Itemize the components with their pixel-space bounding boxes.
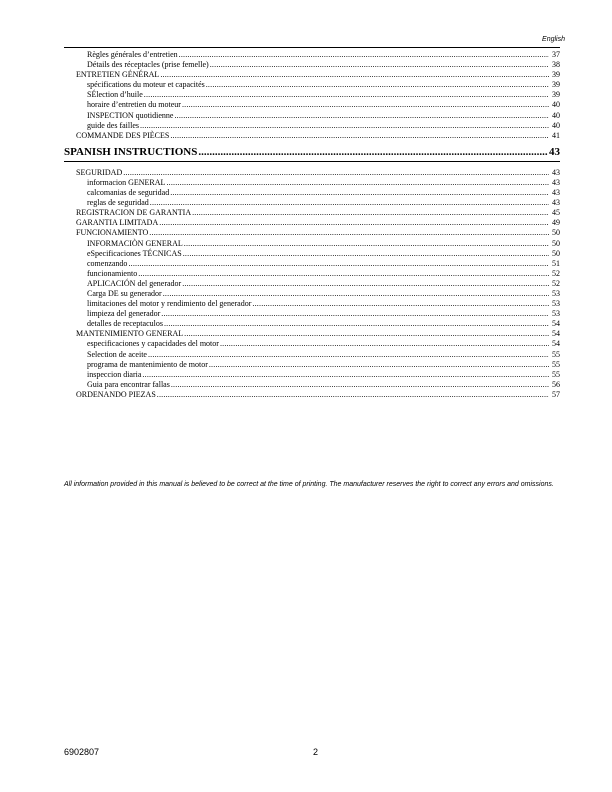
toc-section-heading[interactable] <box>64 143 560 162</box>
toc-leader-dots <box>170 188 549 198</box>
toc-entry-label: detalles de receptaculos <box>87 319 163 329</box>
toc-entry[interactable] <box>64 269 560 279</box>
toc-leader-dots <box>170 131 549 141</box>
toc-entry[interactable] <box>64 350 560 360</box>
toc-entry[interactable] <box>64 131 560 141</box>
toc-entry-page: 45 <box>552 208 560 218</box>
toc-entry-page: 52 <box>552 278 560 288</box>
header-divider <box>64 47 560 48</box>
toc-entry-label: COMMANDE DES PIÈCES <box>76 130 170 140</box>
toc-leader-dots <box>183 249 549 259</box>
toc-entry-page: 53 <box>552 288 560 298</box>
toc-entry-page: 54 <box>552 319 560 329</box>
toc-entry-page: 54 <box>552 329 560 339</box>
toc-entry-label: APLICACIÓN del generador <box>87 278 182 288</box>
header-language: English <box>542 36 565 43</box>
toc-leader-dots <box>206 80 549 90</box>
toc-leader-dots <box>157 390 549 400</box>
toc-entry[interactable] <box>64 249 560 259</box>
toc-entry[interactable] <box>64 168 560 178</box>
toc-entry[interactable] <box>64 339 560 349</box>
toc-leader-dots <box>163 289 549 299</box>
toc-entry-page: 43 <box>549 145 560 158</box>
toc-entry[interactable] <box>64 319 560 329</box>
toc-leader-dots <box>164 319 549 329</box>
toc-entry-page: 43 <box>552 167 560 177</box>
toc-entry-page: 55 <box>552 359 560 369</box>
toc-leader-dots <box>179 50 549 60</box>
toc-leader-dots <box>128 259 549 269</box>
toc-entry-label: Détails des réceptacles (prise femelle) <box>87 60 209 70</box>
toc-entry-page: 49 <box>552 218 560 228</box>
toc-leader-dots <box>210 60 549 70</box>
toc-entry[interactable] <box>64 208 560 218</box>
toc-entry-page: 50 <box>552 248 560 258</box>
toc-entry-page: 50 <box>552 228 560 238</box>
toc-entry-label: Guia para encontrar fallas <box>87 379 170 389</box>
toc-entry[interactable] <box>64 228 560 238</box>
toc-entry-label: Carga DE su generador <box>87 288 162 298</box>
toc-leader-dots <box>140 121 549 131</box>
toc-entry-page: 39 <box>552 80 560 90</box>
disclaimer-text: All information provided in this manual is believed to be correct at the time of printing. The manufacturer reserves the right to correct any errors and omissions. <box>64 481 554 488</box>
toc-entry-page: 57 <box>552 389 560 399</box>
toc-entry[interactable] <box>64 60 560 70</box>
toc-entry-label: ORDENANDO PIEZAS <box>76 389 156 399</box>
toc-entry-label: Règles générales d’entretien <box>87 50 178 59</box>
toc-entry-label: ENTRETIEN GÉNÉRAL <box>76 70 160 80</box>
toc-entry[interactable] <box>64 121 560 131</box>
toc-entry-label: especificaciones y capacidades del motor <box>87 339 219 349</box>
table-of-contents <box>64 50 560 400</box>
toc-entry-page: 53 <box>552 299 560 309</box>
toc-leader-dots <box>184 239 549 249</box>
toc-entry-label: informacion GENERAL <box>87 177 166 187</box>
toc-entry-label: FUNCIONAMIENTO <box>76 228 149 238</box>
toc-entry-page: 50 <box>552 238 560 248</box>
toc-leader-dots <box>209 360 549 370</box>
toc-entry-label: limpieza del generador <box>87 309 161 319</box>
toc-entry-page: 43 <box>552 188 560 198</box>
toc-entry-page: 41 <box>552 130 560 140</box>
toc-entry-page: 56 <box>552 379 560 389</box>
toc-entry-page: 43 <box>552 177 560 187</box>
toc-entry-label: REGISTRACION DE GARANTIA <box>76 208 192 218</box>
toc-entry[interactable] <box>64 198 560 208</box>
toc-entry-page: 40 <box>552 100 560 110</box>
toc-entry-label: limitaciones del motor y rendimiento del generador <box>87 299 252 309</box>
toc-leader-dots <box>182 100 549 110</box>
toc-entry[interactable] <box>64 178 560 188</box>
toc-entry-label: spécifications du moteur et capacités <box>87 80 205 90</box>
toc-entry-label: INFORMACIÒN GENERAL <box>87 238 183 248</box>
toc-entry-page: 38 <box>552 60 560 70</box>
toc-entry-label: reglas de seguridad <box>87 198 149 208</box>
toc-leader-dots <box>198 143 548 161</box>
toc-entry-label: comenzando <box>87 258 128 268</box>
footer-manual-number: 6902807 <box>64 747 100 757</box>
toc-leader-dots <box>184 329 549 339</box>
toc-entry-page: 43 <box>552 198 560 208</box>
toc-entry-label: MANTENIMIENTO GENERAL <box>76 329 184 339</box>
toc-entry-label: calcomanias de seguridad <box>87 188 170 198</box>
toc-entry-page: 39 <box>552 90 560 100</box>
toc-entry[interactable] <box>64 370 560 380</box>
toc-entry[interactable] <box>64 90 560 100</box>
toc-entry[interactable] <box>64 299 560 309</box>
toc-leader-dots <box>159 218 549 228</box>
toc-leader-dots <box>138 269 549 279</box>
toc-entry[interactable] <box>64 70 560 80</box>
toc-leader-dots <box>220 339 549 349</box>
toc-entry[interactable] <box>64 309 560 319</box>
toc-leader-dots <box>149 228 549 238</box>
toc-entry[interactable] <box>64 218 560 228</box>
toc-entry[interactable] <box>64 100 560 110</box>
toc-entry[interactable] <box>64 390 560 400</box>
toc-entry-page: 54 <box>552 339 560 349</box>
toc-entry-page: 40 <box>552 110 560 120</box>
toc-entry-page: 39 <box>552 70 560 80</box>
toc-entry-page: 51 <box>552 258 560 268</box>
toc-entry-label: funcionamiento <box>87 268 138 278</box>
toc-entry-label: inspeccion diaria <box>87 369 142 379</box>
toc-entry-label: SEGURIDAD <box>76 167 123 177</box>
toc-leader-dots <box>148 350 549 360</box>
toc-entry-page: 37 <box>552 50 560 59</box>
toc-entry[interactable] <box>64 279 560 289</box>
toc-entry[interactable] <box>64 360 560 370</box>
toc-leader-dots <box>160 70 549 80</box>
toc-entry[interactable] <box>64 111 560 121</box>
toc-entry-page: 55 <box>552 349 560 359</box>
toc-entry[interactable] <box>64 380 560 390</box>
toc-entry-label: programa de mantenimiento de motor <box>87 359 208 369</box>
toc-leader-dots <box>144 90 549 100</box>
toc-entry[interactable] <box>64 239 560 249</box>
toc-entry-label: eSpecificaciones TÉCNICAS <box>87 248 182 258</box>
toc-leader-dots <box>174 111 549 121</box>
toc-entry-label: horaire d’entretien du moteur <box>87 100 181 110</box>
toc-entry[interactable] <box>64 80 560 90</box>
toc-leader-dots <box>252 299 549 309</box>
toc-entry-label: SÉlection d’huile <box>87 90 143 100</box>
toc-entry[interactable] <box>64 289 560 299</box>
toc-entry[interactable] <box>64 329 560 339</box>
toc-entry-label: Selection de aceite <box>87 349 147 359</box>
toc-leader-dots <box>150 198 549 208</box>
toc-entry-page: 55 <box>552 369 560 379</box>
toc-entry-label: GARANTIA LIMITADA <box>76 218 159 228</box>
toc-leader-dots <box>166 178 549 188</box>
toc-leader-dots <box>182 279 549 289</box>
toc-entry-label: INSPECTION quotidienne <box>87 110 174 120</box>
toc-entry-label: guide des failles <box>87 120 139 130</box>
toc-entry-page: 40 <box>552 120 560 130</box>
toc-leader-dots <box>123 168 549 178</box>
toc-entry-page: 53 <box>552 309 560 319</box>
toc-entry[interactable] <box>64 259 560 269</box>
toc-entry[interactable] <box>64 50 560 60</box>
toc-entry-label: SPANISH INSTRUCTIONS <box>64 145 198 158</box>
toc-leader-dots <box>171 380 549 390</box>
toc-entry-page: 52 <box>552 268 560 278</box>
toc-leader-dots <box>142 370 549 380</box>
toc-leader-dots <box>192 208 549 218</box>
toc-leader-dots <box>161 309 549 319</box>
toc-entry[interactable] <box>64 188 560 198</box>
footer-page-number: 2 <box>313 747 319 757</box>
